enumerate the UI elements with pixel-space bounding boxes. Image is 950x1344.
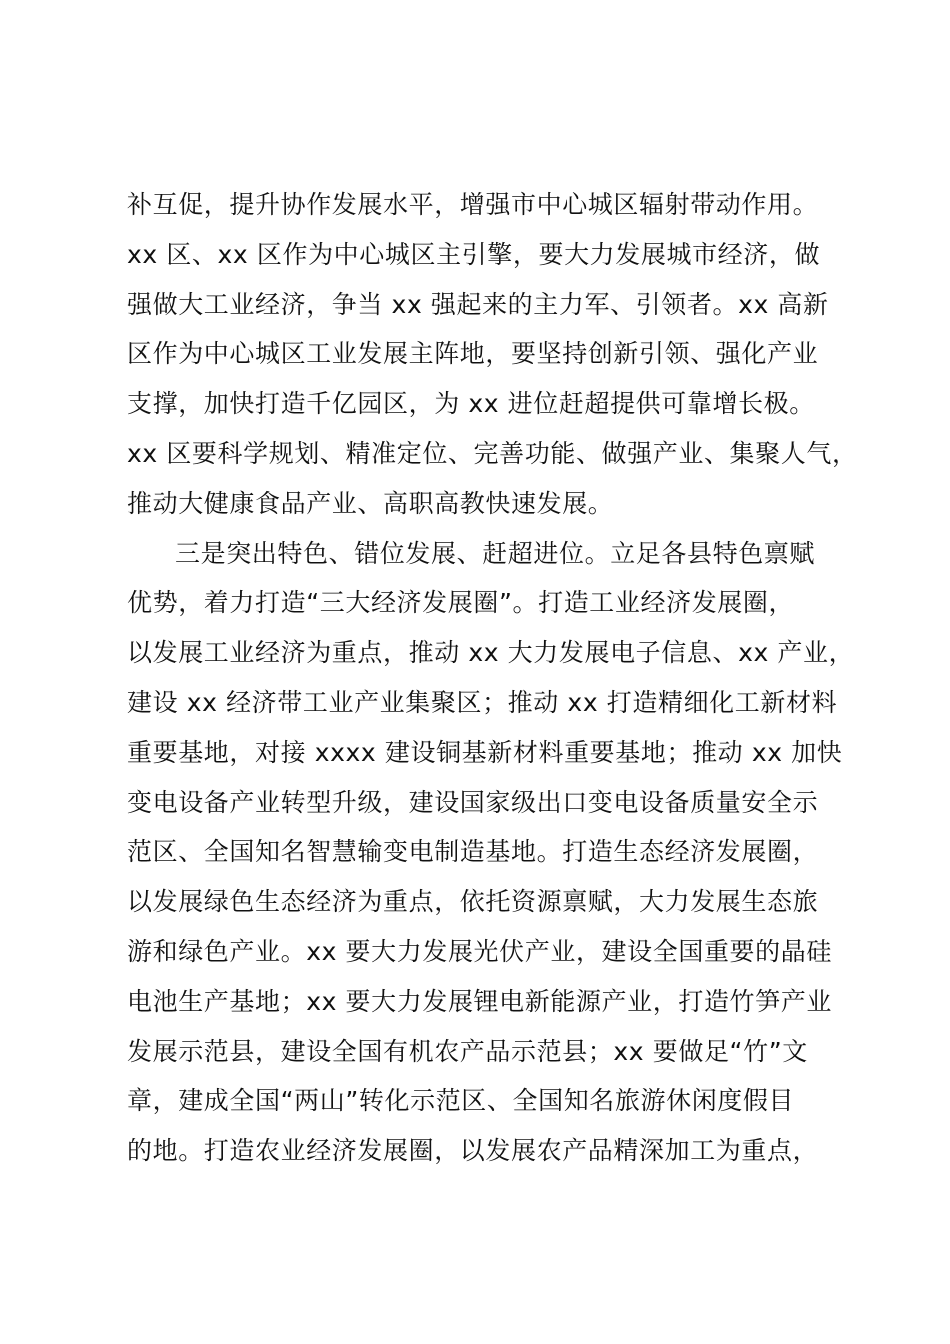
text-line: xx 区要科学规划、精准定位、完善功能、做强产业、集聚人气， [127, 438, 858, 468]
text-line: 变电设备产业转型升级，建设国家级出口变电设备质量安全示 [127, 787, 819, 817]
text-line: 游和绿色产业。xx 要大力发展光伏产业，建设全国重要的晶硅 [127, 936, 832, 966]
text-line: 章，建成全国“两山”转化示范区、全国知名旅游休闲度假目 [127, 1086, 795, 1116]
text-line: 区作为中心城区工业发展主阵地，要坚持创新引领、强化产业 [127, 339, 819, 369]
text-line: 强做大工业经济，争当 xx 强起来的主力军、引领者。xx 高新 [127, 289, 829, 319]
text-line: 优势，着力打造“三大经济发展圈”。打造工业经济发展圈， [127, 588, 795, 618]
text-line: 以发展绿色生态经济为重点，依托资源禀赋，大力发展生态旅 [127, 887, 819, 917]
paragraph-start-line: 三是突出特色、错位发展、赶超进位。立足各县特色禀赋 [175, 538, 816, 568]
text-line: 推动大健康食品产业、高职高教快速发展。 [127, 488, 614, 518]
text-line: 以发展工业经济为重点，推动 xx 大力发展电子信息、xx 产业， [127, 638, 855, 668]
text-line: 重要基地，对接 xxxx 建设铜基新材料重要基地；推动 xx 加快 [127, 737, 843, 767]
text-line: 支撑，加快打造千亿园区，为 xx 进位赶超提供可靠增长极。 [127, 389, 815, 419]
text-line: 电池生产基地；xx 要大力发展锂电新能源产业，打造竹笋产业 [127, 986, 832, 1016]
body-text [127, 180, 862, 1176]
text-line: xx 区、xx 区作为中心城区主引擎，要大力发展城市经济，做 [127, 239, 821, 269]
text-line: 建设 xx 经济带工业产业集聚区；推动 xx 打造精细化工新材料 [127, 687, 838, 717]
text-line: 的地。打造农业经济发展圈，以发展农产品精深加工为重点， [127, 1136, 819, 1166]
text-line: 范区、全国知名智慧输变电制造基地。打造生态经济发展圈， [127, 837, 819, 867]
text-line: 补互促，提升协作发展水平，增强市中心城区辐射带动作用。 [127, 190, 819, 219]
text-line: 发展示范县，建设全国有机农产品示范县；xx 要做足“竹”文 [127, 1036, 808, 1066]
